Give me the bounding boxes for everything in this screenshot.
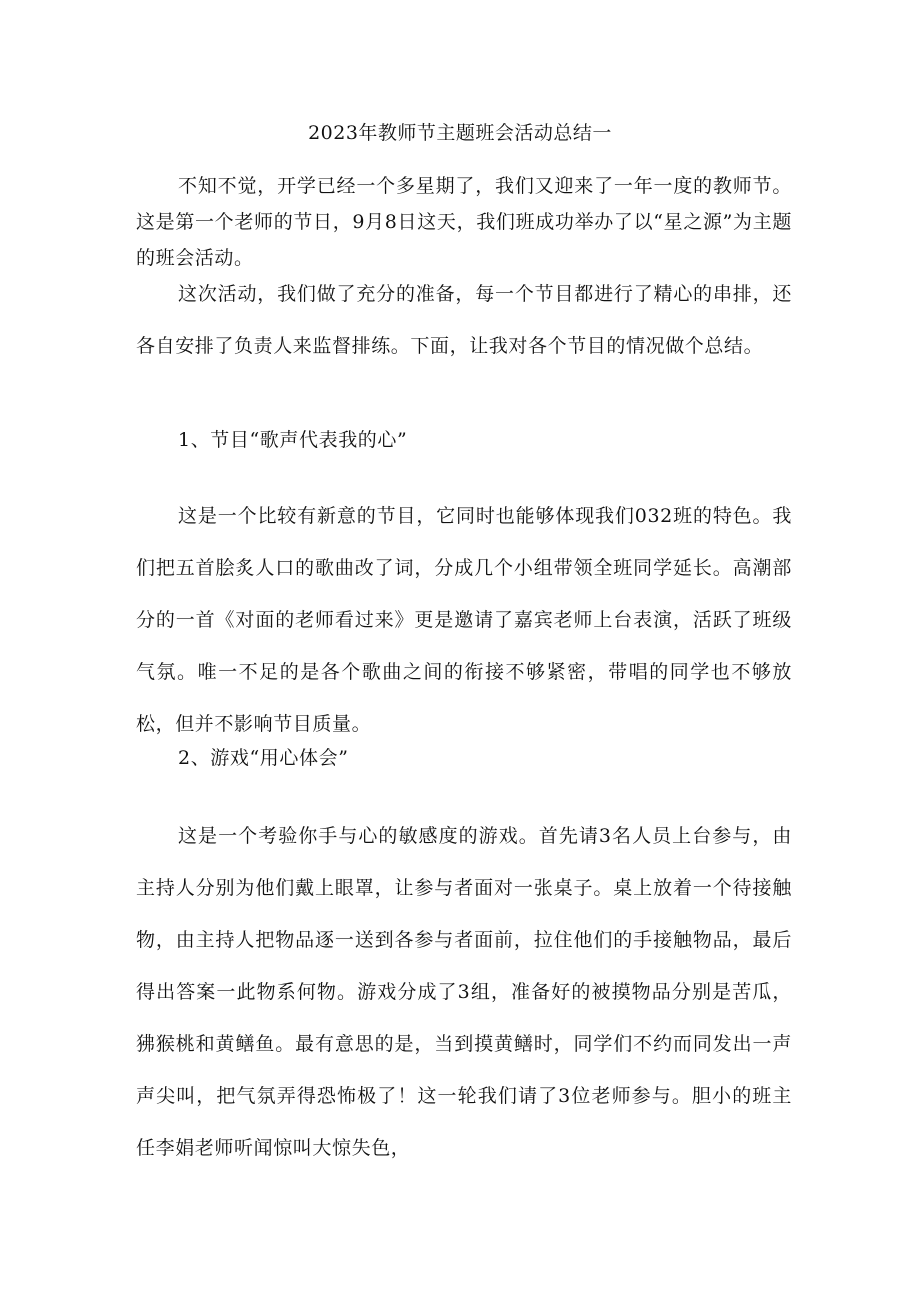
section-heading-1: 1、节目“歌声代表我的心” [178, 429, 408, 451]
document-title: 2023年教师节主题班会活动总结一 [308, 122, 612, 144]
paragraph-program-1: 这是一个比较有新意的节目，它同时也能够体现我们032班的特色。我们把五首脍炙人口的歌曲改了词，分成几个小组带领全班同学延长。高潮部分的一首《对面的老师看过来》更是邀请了嘉宾老师上台表演，活跃了班级气氛。唯一不足的是各个歌曲之间的衔接不够紧密，带唱的同学也不够放松，但并不影响节目质量。 [136, 505, 792, 735]
paragraph-game-2: 这是一个考验你手与心的敏感度的游戏。首先请3名人员上台参与，由主持人分别为他们戴上眼罩，让参与者面对一张桌子。桌上放着一个待接触物，由主持人把物品逐一送到各参与者面前，拉住他们的手接触物品，最后得出答案一此物系何物。游戏分成了3组，准备好的被摸物品分别是苦瓜，狒猴桃和黄鳝鱼。最有意思的是，当到摸黄鳝时，同学们不约而同发出一声声尖叫，把气氛弄得恐怖极了！这一轮我们请了3位老师参与。胆小的班主任李娟老师听闻惊叫大惊失色， [136, 825, 792, 1159]
paragraph-intro: 不知不觉，开学已经一个多星期了，我们又迎来了一年一度的教师节。这是第一个老师的节日，9月8日这天，我们班成功举办了以“星之源”为主题的班会活动。 [136, 175, 792, 269]
paragraph-preparation: 这次活动，我们做了充分的准备，每一个节目都进行了精心的串排，还各自安排了负责人来监督排练。下面，让我对各个节目的情况做个总结。 [136, 283, 792, 357]
section-heading-2: 2、游戏“用心体会” [178, 747, 349, 769]
